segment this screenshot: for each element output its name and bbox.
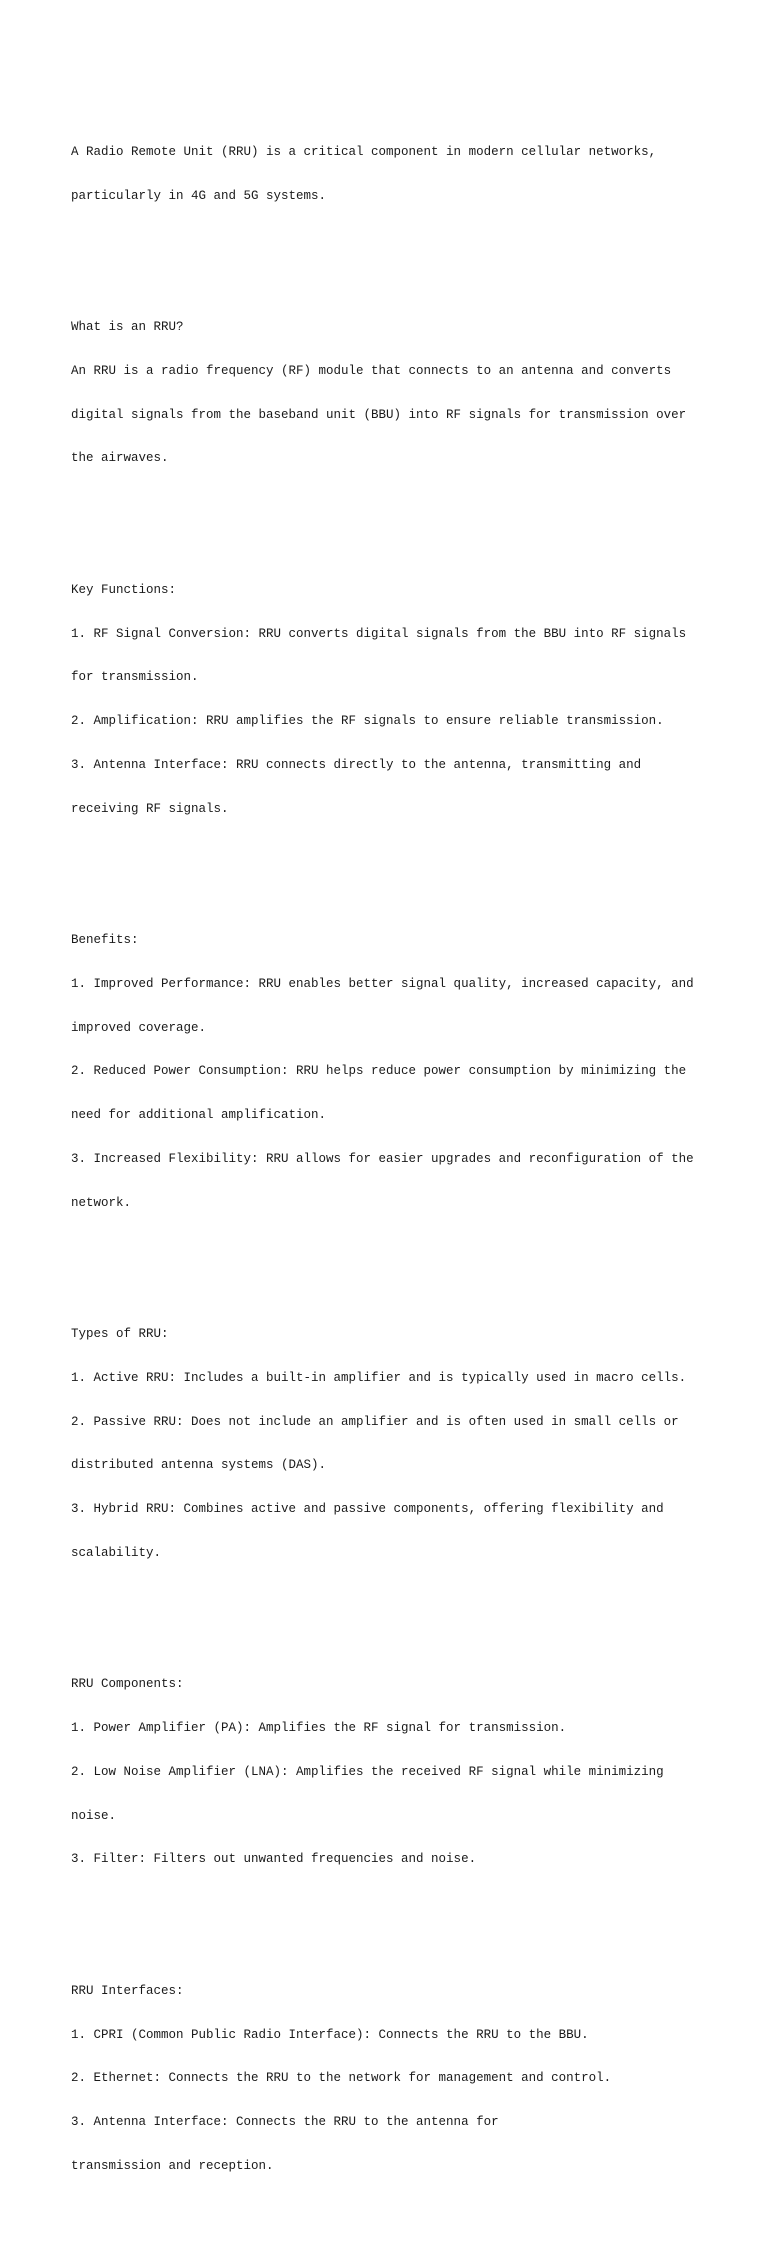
components-section xyxy=(71,1648,711,1896)
section-line: distributed antenna systems (DAS). xyxy=(71,1458,327,1473)
intro-line: A Radio Remote Unit (RRU) is a critical component in modern cellular networks, xyxy=(71,144,657,159)
section-heading: Key Functions: xyxy=(71,582,177,597)
section-line: need for additional amplification. xyxy=(71,1108,327,1123)
section-line: improved coverage. xyxy=(71,1020,207,1035)
what-is-section xyxy=(71,291,711,495)
section-line: 1. Improved Performance: RRU enables better signal quality, increased capacity, and xyxy=(71,976,694,991)
section-line: 3. Antenna Interface: Connects the RRU to the antenna for xyxy=(71,2115,499,2130)
section-line: 3. Increased Flexibility: RRU allows for easier upgrades and reconfiguration of the xyxy=(71,1151,694,1166)
section-line: for transmission. xyxy=(71,670,199,685)
section-line: transmission and reception. xyxy=(71,2158,274,2173)
interfaces-section xyxy=(71,1955,711,2203)
section-line: digital signals from the baseband unit (BBU) into RF signals for transmission over xyxy=(71,407,687,422)
section-line: 3. Antenna Interface: RRU connects directly to the antenna, transmitting and xyxy=(71,757,642,772)
section-line: 1. Power Amplifier (PA): Amplifies the RF signal for transmission. xyxy=(71,1721,567,1736)
intro-line: particularly in 4G and 5G systems. xyxy=(71,188,327,203)
section-line: 2. Ethernet: Connects the RRU to the network for management and control. xyxy=(71,2071,612,2086)
intro-paragraph xyxy=(71,116,711,233)
section-line: 3. Hybrid RRU: Combines active and passive components, offering flexibility and xyxy=(71,1502,664,1517)
section-heading: Benefits: xyxy=(71,933,139,948)
section-line: receiving RF signals. xyxy=(71,801,229,816)
section-line: 2. Reduced Power Consumption: RRU helps reduce power consumption by minimizing the xyxy=(71,1064,687,1079)
section-line: 1. RF Signal Conversion: RRU converts digital signals from the BBU into RF signals xyxy=(71,626,687,641)
section-line: network. xyxy=(71,1195,132,1210)
section-line: An RRU is a radio frequency (RF) module that connects to an antenna and converts xyxy=(71,363,672,378)
section-line: 2. Passive RRU: Does not include an amplifier and is often used in small cells or xyxy=(71,1414,679,1429)
document-body xyxy=(71,72,711,2246)
section-line: noise. xyxy=(71,1808,117,1823)
section-line: 3. Filter: Filters out unwanted frequencies and noise. xyxy=(71,1852,477,1867)
section-heading: What is an RRU? xyxy=(71,320,184,335)
section-heading: Types of RRU: xyxy=(71,1327,169,1342)
section-heading: RRU Components: xyxy=(71,1677,184,1692)
section-heading: RRU Interfaces: xyxy=(71,1983,184,1998)
benefits-section xyxy=(71,904,711,1240)
section-line: 1. CPRI (Common Public Radio Interface): Connects the RRU to the BBU. xyxy=(71,2027,589,2042)
section-line: scalability. xyxy=(71,1545,162,1560)
types-section xyxy=(71,1298,711,1590)
section-line: 2. Amplification: RRU amplifies the RF signals to ensure reliable transmission. xyxy=(71,714,664,729)
section-line: the airwaves. xyxy=(71,451,169,466)
section-line: 2. Low Noise Amplifier (LNA): Amplifies the received RF signal while minimizing xyxy=(71,1764,664,1779)
key-functions-section xyxy=(71,554,711,846)
section-line: 1. Active RRU: Includes a built-in amplifier and is typically used in macro cells. xyxy=(71,1370,687,1385)
